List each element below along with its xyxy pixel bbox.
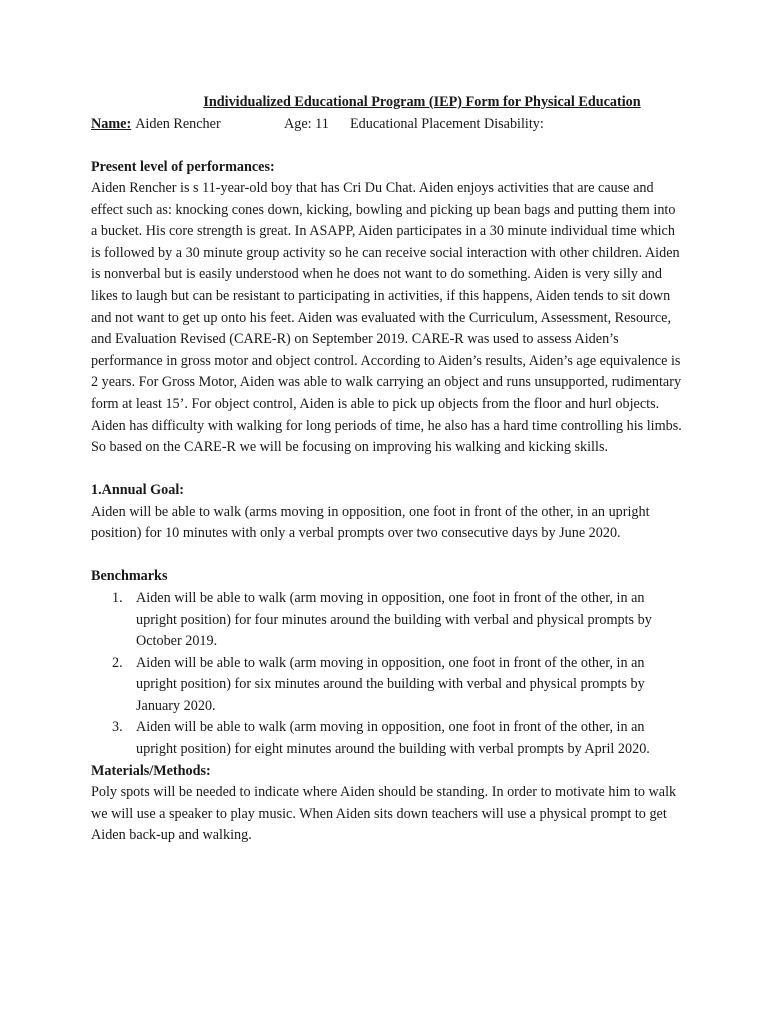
- student-info-line: [91, 114, 683, 136]
- materials-text: Poly spots will be needed to indicate where Aiden should be standing. In order to motivate him to walk we will use a speaker to play music. When Aiden sits down teachers will use a physical prompt to get Aiden back-up and walking.: [91, 784, 677, 844]
- benchmarks-heading: Benchmarks: [91, 568, 168, 585]
- benchmark-text: Aiden will be able to walk (arm moving in opposition, one foot in front of the other, in an upright position) for four minutes around the building with verbal and physical prompts by October 2019.: [136, 589, 652, 650]
- benchmark-text: Aiden will be able to walk (arm moving in opposition, one foot in front of the other, in an upright position) for eight minutes around the building with verbal prompts by April 2020.: [136, 719, 650, 758]
- student-name: Aiden Rencher: [135, 115, 221, 132]
- benchmark-number: 1.: [112, 589, 123, 606]
- present-level-text: Aiden Rencher is s 11-year-old boy that has Cri Du Chat. Aiden enjoys activities that are cause and effect such as: knocking cones down, kicking, bowling and picking up bean bags and putting them into a bucket. His core strength is great. In ASAPP, Aiden participates in a 30 minute individual time which is followed by a 30 minute group activity so he can receive social interaction with other children. Aiden is nonverbal but is easily understood when he does not want to do something. Aiden is very silly and likes to laugh but can be resistant to participating in activities, if this happens, Aiden tends to sit down and not want to get up onto his feet. Aiden was evaluated with the Curriculum, Assessment, Resource, and Evaluation Revised (CARE-R) on September 2019. CARE-R was used to assess Aiden’s performance in gross motor and object control. According to Aiden’s results, Aiden’s age equivalence is 2 years. For Gross Motor, Aiden was able to walk carrying an object and runs unsupported, rudimentary form at least 15’. For object control, Aiden is able to pick up objects from the floor and hurl objects. Aiden has difficulty with walking for long periods of time, he also has a hard time controlling his limbs. So based on the CARE-R we will be focusing on improving his walking and kicking skills.: [91, 180, 682, 456]
- benchmark-item: [112, 717, 683, 760]
- student-age: Age: 11: [284, 115, 329, 132]
- educational-placement: Educational Placement Disability:: [350, 115, 544, 132]
- benchmark-text: Aiden will be able to walk (arm moving in opposition, one foot in front of the other, in an upright position) for six minutes around the building with verbal and physical prompts by January 2020.: [136, 654, 645, 714]
- annual-goal-text: Aiden will be able to walk (arms moving in opposition, one foot in front of the other, in an upright position) for 10 minutes with only a verbal prompts over two consecutive days by June 2020.: [91, 503, 650, 542]
- benchmark-item: [112, 653, 683, 718]
- benchmark-number: 2.: [112, 654, 123, 671]
- present-level-heading: Present level of performances:: [91, 158, 275, 175]
- document-title: Individualized Educational Program (IEP) Form for Physical Education: [203, 94, 641, 110]
- benchmark-item: [112, 588, 683, 653]
- annual-goal-heading: 1.Annual Goal:: [91, 482, 185, 499]
- materials-heading: Materials/Methods:: [91, 762, 211, 779]
- name-label: Name:: [91, 115, 132, 132]
- document-content: [91, 92, 683, 847]
- benchmark-number: 3.: [112, 719, 123, 736]
- benchmarks-list: [91, 588, 683, 761]
